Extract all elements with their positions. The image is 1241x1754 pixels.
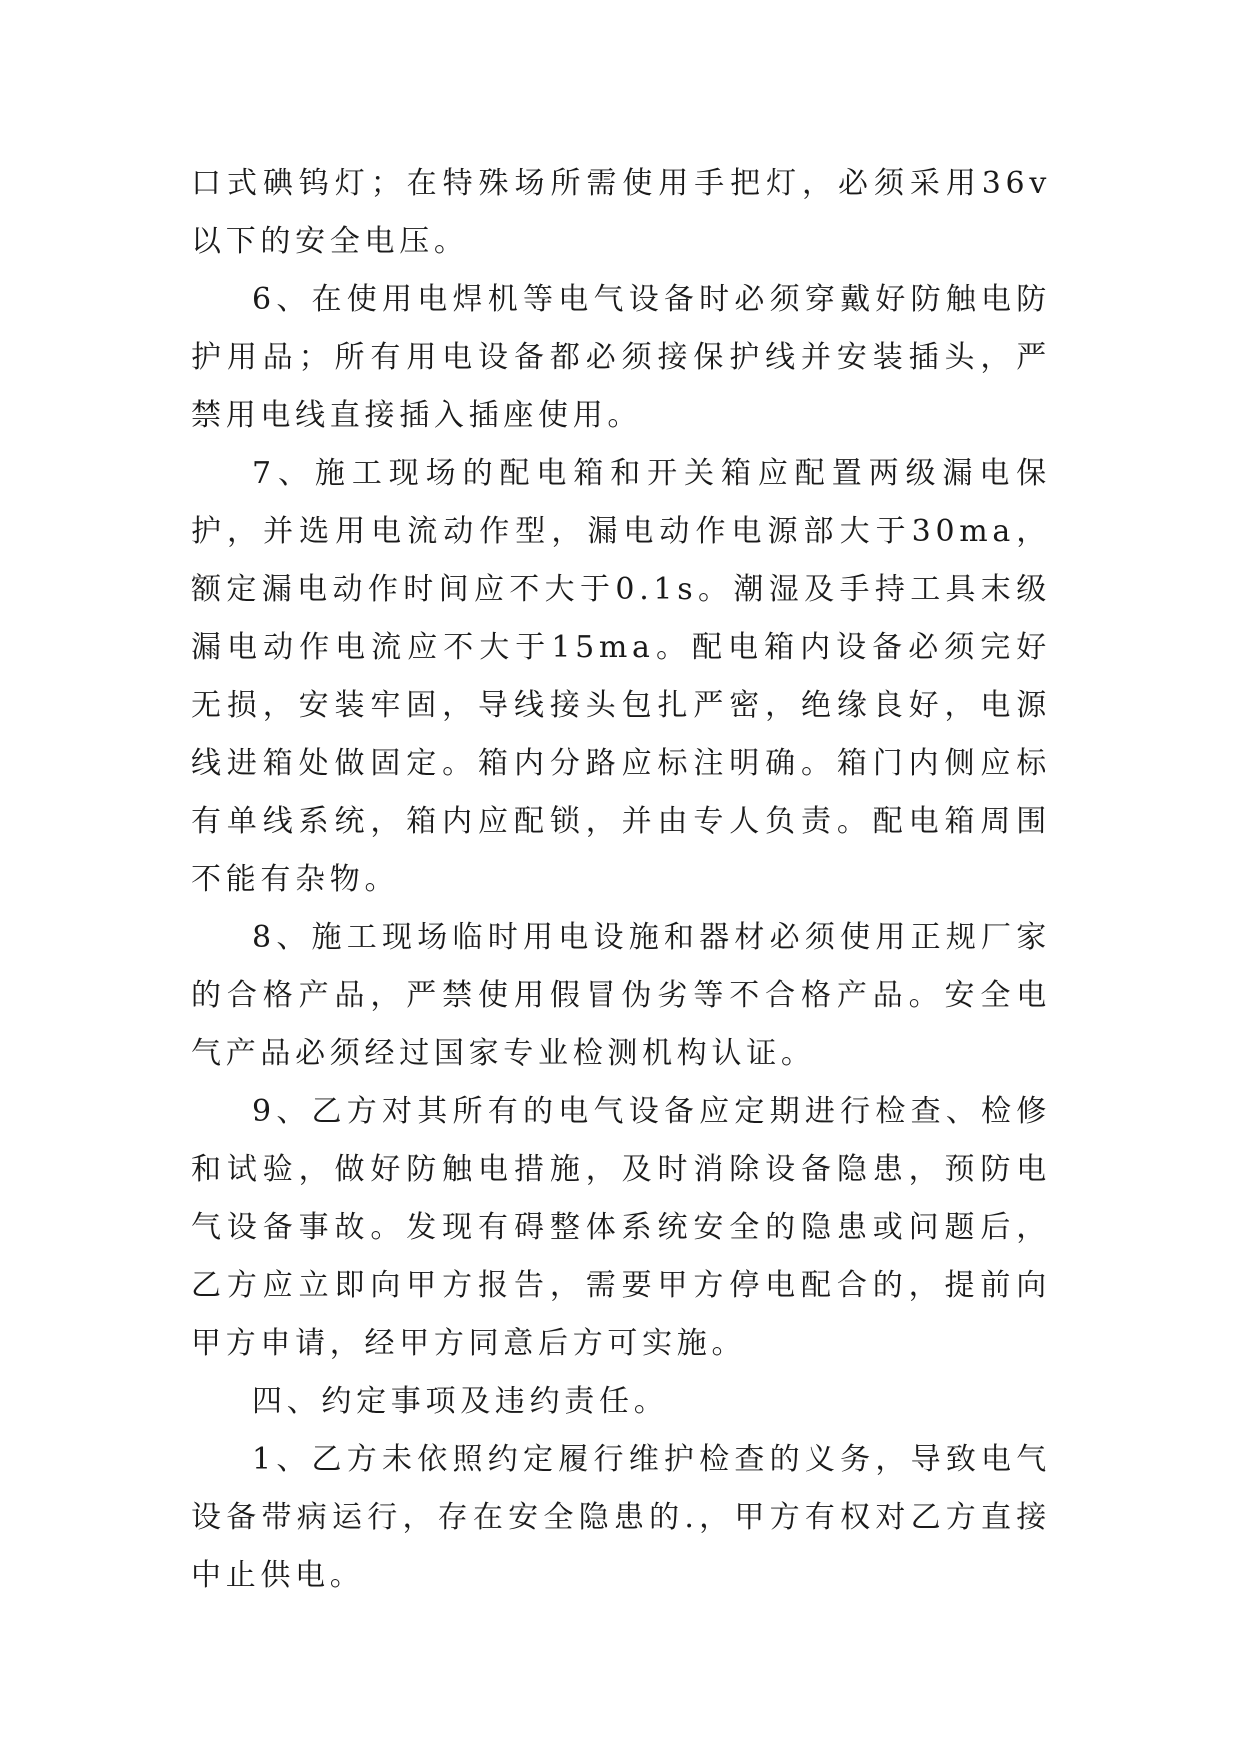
paragraph-item-6: 6、在使用电焊机等电气设备时必须穿戴好防触电防护用品；所有用电设备都必须接保护线并安装插头，严禁用电线直接插入插座使用。 [191, 282, 1051, 433]
paragraph-section-4-item-1: 1、乙方未依照约定履行维护检查的义务，导致电气设备带病运行，存在安全隐患的.，甲方有权对乙方直接中止供电。 [191, 1442, 1051, 1593]
paragraph-item-9: 9、乙方对其所有的电气设备应定期进行检查、检修和试验，做好防触电措施，及时消除设备隐患，预防电气设备事故。发现有碍整体系统安全的隐患或问题后，乙方应立即向甲方报告，需要甲方停电配合的，提前向甲方申请，经甲方同意后方可实施。 [191, 1094, 1051, 1361]
section-heading-4: 四、约定事项及违约责任。 [252, 1384, 669, 1419]
paragraph-item-7: 7、施工现场的配电箱和开关箱应配置两级漏电保护，并选用电流动作型，漏电动作电源部大于30ma，额定漏电动作时间应不大于0.1s。潮湿及手持工具末级漏电动作电流应不大于15ma。配电箱内设备必须完好无损，安装牢固，导线接头包扎严密，绝缘良好，电源线进箱处做固定。箱内分路应标注明确。箱门内侧应标有单线系统，箱内应配锁，并由专人负责。配电箱周围不能有杂物。 [191, 456, 1051, 897]
document-body [191, 155, 1051, 1605]
paragraph-item-8: 8、施工现场临时用电设施和器材必须使用正规厂家的合格产品，严禁使用假冒伪劣等不合格产品。安全电气产品必须经过国家专业检测机构认证。 [191, 920, 1051, 1071]
paragraph-lighting-voltage: 口式碘钨灯；在特殊场所需使用手把灯，必须采用36v以下的安全电压。 [191, 166, 1051, 259]
